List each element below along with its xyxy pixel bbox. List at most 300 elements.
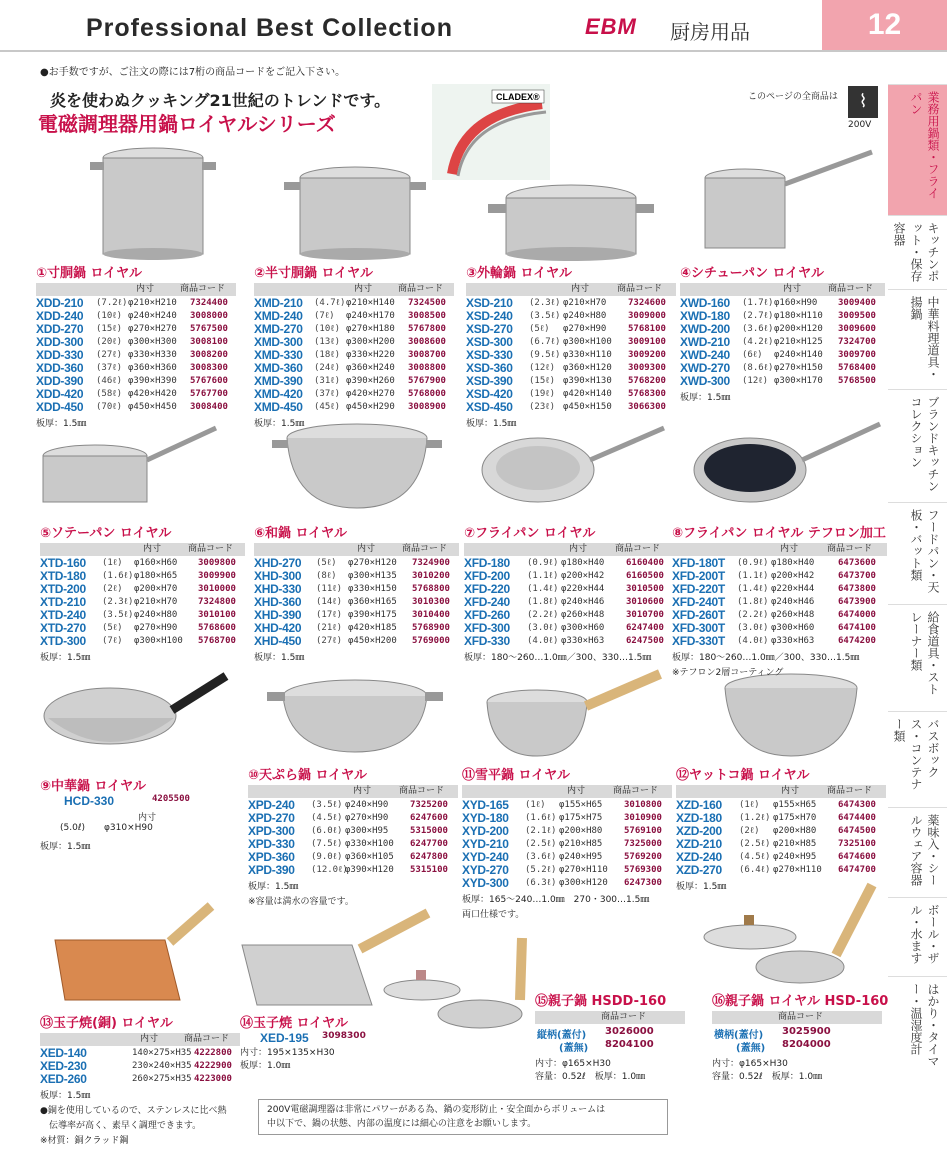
product-code: 3010100 xyxy=(198,610,236,620)
model-number: XTD-240 xyxy=(40,608,86,622)
table-row xyxy=(466,401,676,414)
section-title: ②半寸胴鍋 ロイヤル xyxy=(254,266,374,281)
header-dimension: 内寸 xyxy=(136,284,155,294)
product-section-11 xyxy=(462,764,672,920)
product-code: 3008800 xyxy=(408,363,446,373)
product-code: 3008100 xyxy=(190,337,228,347)
model-number: XFD-180 xyxy=(464,556,510,570)
model-number: XZD-160 xyxy=(676,798,722,812)
model-number: XFD-240T xyxy=(672,595,725,609)
product-code: 3066300 xyxy=(628,402,666,412)
product-code: 6247600 xyxy=(410,813,448,823)
table-row xyxy=(462,877,672,890)
section-note: 板厚：1.5㎜ xyxy=(40,1091,91,1101)
product-section-6 xyxy=(254,522,459,663)
header-dimension: 内寸 xyxy=(354,284,373,294)
model-number: XFD-180T xyxy=(672,556,725,570)
capacity: (12.0ℓ) xyxy=(311,865,348,875)
table-row xyxy=(464,635,674,648)
product-code: 3010000 xyxy=(198,584,236,594)
dimensions: φ330×H150 xyxy=(348,584,397,594)
wok-dim-label: 内寸 xyxy=(138,813,157,823)
model-number: XYD-270 xyxy=(462,863,509,877)
header-dimension: 内寸 xyxy=(780,544,799,554)
dimensions: 260×275×H35 xyxy=(132,1074,192,1084)
capacity: (1.1ℓ) xyxy=(737,571,769,581)
cladex-label: CLADEX® xyxy=(496,92,540,102)
section-title: ⑫ヤットコ鍋 ロイヤル xyxy=(676,768,810,783)
dimensions: φ180×H40 xyxy=(561,558,605,568)
product-section-8 xyxy=(672,522,887,678)
product-code: 5315100 xyxy=(410,865,448,875)
wok-model: HCD-330 xyxy=(64,794,115,808)
dimensions: φ270×H110 xyxy=(773,865,822,875)
model-number: XMD-240 xyxy=(254,309,303,323)
table-header xyxy=(248,785,458,798)
model-number: XSD-360 xyxy=(466,361,513,375)
model-number: XTD-180 xyxy=(40,569,86,583)
model-number: XFD-330 xyxy=(464,634,510,648)
product-code: 5769200 xyxy=(624,852,662,862)
product-code: 5768900 xyxy=(412,623,450,633)
wok-thickness: 板厚：1.5㎜ xyxy=(40,842,91,852)
dimensions: φ210×H70 xyxy=(563,298,607,308)
dimensions: φ240×H46 xyxy=(561,597,605,607)
model-number: XTD-300 xyxy=(40,634,86,648)
product-code: 4223000 xyxy=(194,1074,232,1084)
dimensions: φ300×H60 xyxy=(561,623,605,633)
product-code: 5768800 xyxy=(412,584,450,594)
cladex-diagram xyxy=(432,84,550,180)
product-code: 3008400 xyxy=(190,402,228,412)
model-number: XPD-390 xyxy=(248,863,295,877)
dimensions: φ390×H175 xyxy=(348,610,397,620)
model-number: XYD-210 xyxy=(462,837,509,851)
oyako-horizontal-image xyxy=(700,875,878,993)
oyako-horizontal-capacity: 容量：0.52ℓ 板厚：1.0㎜ xyxy=(712,1072,823,1082)
header-dimension: 内寸 xyxy=(571,284,590,294)
model-number: XFD-200 xyxy=(464,569,510,583)
product-code: 4222800 xyxy=(194,1048,232,1058)
wok-vol: (5.0ℓ) xyxy=(60,823,86,833)
product-code: 3010400 xyxy=(412,610,450,620)
dimensions: φ155×H65 xyxy=(773,800,817,810)
header-dimension: 内寸 xyxy=(357,544,376,554)
induction-icon: ⌇ xyxy=(848,86,878,118)
caution-note xyxy=(258,1099,668,1135)
capacity: (8ℓ) xyxy=(316,571,337,581)
tempura-pot-image xyxy=(265,672,445,757)
product-code: 6474500 xyxy=(838,826,876,836)
capacity: (7ℓ) xyxy=(314,311,335,321)
model-number: XYD-200 xyxy=(462,824,509,838)
dimensions: φ450×H290 xyxy=(346,402,395,412)
model-number: XSD-270 xyxy=(466,322,513,336)
product-code: 5767900 xyxy=(408,376,446,386)
product-code: 6474200 xyxy=(838,636,876,646)
oyako-vertical-capacity: 容量：0.52ℓ 板厚：1.0㎜ xyxy=(535,1072,646,1082)
side-tab-3[interactable]: 中華料理道具・揚鍋 xyxy=(888,289,947,389)
section-title: ⑧フライパン ロイヤル テフロン加工 xyxy=(672,526,886,541)
header-dimension: 内寸 xyxy=(781,786,800,796)
dimensions: φ240×H46 xyxy=(771,597,815,607)
product-code: 7324600 xyxy=(628,298,666,308)
dimensions: φ270×H180 xyxy=(346,324,395,334)
capacity: (7.2ℓ) xyxy=(96,298,128,308)
product-code: 7325100 xyxy=(838,839,876,849)
side-tab-9[interactable]: ボール・ザル・水ます xyxy=(888,897,947,976)
capacity: (1ℓ) xyxy=(525,800,546,810)
product-code: 5768100 xyxy=(628,324,666,334)
product-code: 3010700 xyxy=(626,610,664,620)
dimensions: φ300×H300 xyxy=(128,337,177,347)
product-code: 3010200 xyxy=(412,571,450,581)
side-tab-2[interactable]: キッチンポット・保存容器 xyxy=(888,215,947,289)
stewpan-image xyxy=(700,148,876,258)
capacity: (15ℓ) xyxy=(529,376,555,386)
model-number: XTD-200 xyxy=(40,582,86,596)
model-number: XSD-390 xyxy=(466,374,513,388)
product-section-1 xyxy=(36,262,236,429)
side-tab-5[interactable]: フードパン・天板・バット類 xyxy=(888,502,947,604)
capacity: (2.2ℓ) xyxy=(527,610,559,620)
model-number: XPD-240 xyxy=(248,798,295,812)
model-number: XHD-270 xyxy=(254,556,302,570)
product-code: 6473700 xyxy=(838,571,876,581)
oyako-vertical-title: ⑮親子鍋 HSDD-160 xyxy=(535,994,667,1009)
section-note: 板厚：165～240…1.0㎜ 270・300…1.5㎜ xyxy=(462,895,650,905)
product-code: 3008900 xyxy=(408,402,446,412)
side-tab-1[interactable]: 業務用鍋類・フライパン xyxy=(888,84,947,215)
model-number: XFD-300 xyxy=(464,621,510,635)
header-dimension: 内寸 xyxy=(569,544,588,554)
capacity: (5.2ℓ) xyxy=(525,865,557,875)
capacity: (4.5ℓ) xyxy=(311,813,343,823)
dimensions: φ200×H42 xyxy=(561,571,605,581)
dimensions: φ450×H200 xyxy=(348,636,397,646)
section-note: 板厚：1.5㎜ xyxy=(40,653,91,663)
dimensions: φ420×H140 xyxy=(563,389,612,399)
capacity: (2.5ℓ) xyxy=(525,839,557,849)
dimensions: φ360×H165 xyxy=(348,597,397,607)
table-header xyxy=(462,785,672,798)
capacity: (2ℓ) xyxy=(739,826,760,836)
capacity: (70ℓ) xyxy=(96,402,122,412)
product-code: 5768400 xyxy=(838,363,876,373)
model-number: XZD-180 xyxy=(676,811,722,825)
dimensions: φ240×H170 xyxy=(346,311,395,321)
section-title: ①寸胴鍋 ロイヤル xyxy=(36,266,143,281)
yukihira-pot-image xyxy=(482,668,668,763)
table-row xyxy=(254,401,454,414)
model-number: XMD-330 xyxy=(254,348,303,362)
capacity: (5ℓ) xyxy=(102,623,123,633)
model-number: XWD-270 xyxy=(680,361,730,375)
capacity: (3.0ℓ) xyxy=(527,623,559,633)
dimensions: φ210×H70 xyxy=(134,597,178,607)
model-number: XHD-450 xyxy=(254,634,302,648)
product-section-3 xyxy=(466,262,676,429)
header-dimension: 内寸 xyxy=(783,284,802,294)
product-code: 6160400 xyxy=(626,558,664,568)
section-title: ④シチューパン ロイヤル xyxy=(680,266,824,281)
dimensions: φ240×H90 xyxy=(345,800,389,810)
capacity: (23ℓ) xyxy=(529,402,555,412)
dimensions: φ180×H65 xyxy=(134,571,178,581)
oyako-horizontal-title: ⑯親子鍋 ロイヤル HSD-160 xyxy=(712,994,889,1009)
series-title: 電磁調理器用鍋ロイヤルシリーズ xyxy=(38,112,336,136)
model-number: XED-140 xyxy=(40,1046,87,1060)
side-tab-4[interactable]: ブランドキッチンコレクション xyxy=(888,389,947,502)
table-row xyxy=(40,635,245,648)
product-code: 5768200 xyxy=(628,376,666,386)
oyako-horizontal-info xyxy=(712,990,889,1082)
capacity: (31ℓ) xyxy=(314,376,340,386)
capacity: (2.1ℓ) xyxy=(525,826,557,836)
capacity: (6.4ℓ) xyxy=(739,865,771,875)
capacity: (6.7ℓ) xyxy=(529,337,561,347)
model-number: XHD-390 xyxy=(254,608,302,622)
dimensions: φ390×H260 xyxy=(346,376,395,386)
dimensions: 230×240×H35 xyxy=(132,1061,192,1071)
product-section-2 xyxy=(254,262,454,429)
dimensions: φ160×H90 xyxy=(774,298,818,308)
product-code: 7324400 xyxy=(190,298,228,308)
section-title: ⑬玉子焼(銅) ロイヤル xyxy=(40,1016,173,1031)
copper-egg-pan-image xyxy=(45,900,215,1010)
product-code: 3010600 xyxy=(626,597,664,607)
product-code: 6247300 xyxy=(624,878,662,888)
product-code: 5767600 xyxy=(190,376,228,386)
product-code: 6474000 xyxy=(838,610,876,620)
product-section-7 xyxy=(464,522,674,663)
dimensions: φ200×H120 xyxy=(774,324,823,334)
dimensions: 140×275×H35 xyxy=(132,1048,192,1058)
table-row xyxy=(40,1073,240,1086)
model-number: XWD-160 xyxy=(680,296,730,310)
capacity: (11ℓ) xyxy=(316,584,342,594)
dimensions: φ200×H80 xyxy=(559,826,603,836)
dimensions: φ300×H120 xyxy=(559,878,608,888)
all-products-note: このページの全商品は xyxy=(748,92,838,102)
dimensions: φ240×H80 xyxy=(134,610,178,620)
product-code: 6474300 xyxy=(838,800,876,810)
page-header xyxy=(0,0,947,52)
capacity: (3.5ℓ) xyxy=(102,610,134,620)
side-tabs xyxy=(888,84,947,1169)
capacity: (58ℓ) xyxy=(96,389,122,399)
product-code: 3010500 xyxy=(626,584,664,594)
capacity: (6ℓ) xyxy=(742,350,763,360)
wok-code: 4205500 xyxy=(152,794,190,804)
model-number: XHD-420 xyxy=(254,621,302,635)
capacity: (3.5ℓ) xyxy=(311,800,343,810)
dimensions: φ210×H85 xyxy=(773,839,817,849)
product-code: 5767700 xyxy=(190,389,228,399)
dimensions: φ200×H80 xyxy=(773,826,817,836)
section-note: ●銅を使用しているので、ステンレスに比べ熱 xyxy=(40,1106,227,1116)
model-number: XMD-420 xyxy=(254,387,303,401)
dimensions: φ240×H240 xyxy=(128,311,177,321)
dimensions: φ200×H70 xyxy=(134,584,178,594)
model-number: XDD-330 xyxy=(36,348,84,362)
product-code: 3010900 xyxy=(624,813,662,823)
oyako-vertical-code1: 3026000 xyxy=(605,1026,654,1037)
product-code: 3009200 xyxy=(628,350,666,360)
capacity: (7.5ℓ) xyxy=(311,839,343,849)
table-header xyxy=(36,283,236,296)
side-tab-10[interactable]: はかり・タイマー・温湿度計 xyxy=(888,976,947,1086)
capacity: (1.8ℓ) xyxy=(527,597,559,607)
product-code: 6160500 xyxy=(626,571,664,581)
capacity: (37ℓ) xyxy=(96,363,122,373)
model-number: XZD-200 xyxy=(676,824,722,838)
product-code: 6247400 xyxy=(626,623,664,633)
table-header xyxy=(680,283,885,296)
capacity: (19ℓ) xyxy=(529,389,555,399)
half-stockpot-image xyxy=(280,160,430,260)
dimensions: φ450×H150 xyxy=(563,402,612,412)
capacity: (3.6ℓ) xyxy=(742,324,774,334)
oyako-vertical-lid: 縦柄(蓋付) xyxy=(537,1030,587,1041)
model-number: XSD-240 xyxy=(466,309,513,323)
stockpot-image xyxy=(88,140,218,260)
oyako-vertical-code2: 8204100 xyxy=(605,1039,654,1050)
product-section-10 xyxy=(248,764,458,907)
product-section-12 xyxy=(676,764,886,892)
section-note: 板厚：1.5㎜ xyxy=(248,882,299,892)
side-tab-6[interactable]: 給食道具・ストレーナー類 xyxy=(888,604,947,711)
dimensions: φ330×H100 xyxy=(345,839,394,849)
dimensions: φ210×H140 xyxy=(346,298,395,308)
dimensions: φ300×H170 xyxy=(774,376,823,386)
page-number: 12 xyxy=(822,0,947,50)
product-code: 7325000 xyxy=(624,839,662,849)
header-code: 商品コード xyxy=(827,544,873,554)
header-code: 商品コード xyxy=(828,284,874,294)
wok-dim: φ310×H90 xyxy=(104,823,153,833)
model-number: XZD-270 xyxy=(676,863,722,877)
dimensions: φ330×H63 xyxy=(561,636,605,646)
model-number: XDD-420 xyxy=(36,387,84,401)
product-code: 3008600 xyxy=(408,337,446,347)
header-dimension: 内寸 xyxy=(140,1034,159,1044)
capacity: (8.6ℓ) xyxy=(742,363,774,373)
capacity: (9.5ℓ) xyxy=(529,350,561,360)
capacity: (12ℓ) xyxy=(742,376,768,386)
dimensions: φ330×H63 xyxy=(771,636,815,646)
capacity: (1.4ℓ) xyxy=(527,584,559,594)
section-note: 板厚：1.5㎜ xyxy=(254,653,305,663)
header-dimension: 内寸 xyxy=(143,544,162,554)
dimensions: φ300×H100 xyxy=(134,636,183,646)
ebm-logo: EBM xyxy=(585,14,637,39)
side-tab-8[interactable]: 薬味入・シールウェア容器 xyxy=(888,807,947,897)
capacity: (6.0ℓ) xyxy=(311,826,343,836)
capacity: (45ℓ) xyxy=(314,402,340,412)
capacity: (1.4ℓ) xyxy=(737,584,769,594)
product-code: 3009400 xyxy=(838,298,876,308)
product-code: 3009800 xyxy=(198,558,236,568)
product-code: 7324800 xyxy=(198,597,236,607)
product-code: 3010800 xyxy=(624,800,662,810)
model-number: XDD-300 xyxy=(36,335,84,349)
product-code: 3009100 xyxy=(628,337,666,347)
model-number: XWD-200 xyxy=(680,322,730,336)
model-number: XPD-300 xyxy=(248,824,295,838)
dimensions: φ300×H60 xyxy=(771,623,815,633)
product-code: 6474400 xyxy=(838,813,876,823)
oyako-vertical-dim: 内寸：φ165×H30 xyxy=(535,1059,611,1069)
model-number: XDD-360 xyxy=(36,361,84,375)
capacity: (37ℓ) xyxy=(314,389,340,399)
capacity: (0.9ℓ) xyxy=(527,558,559,568)
header-code: 商品コード xyxy=(188,544,234,554)
capacity: (0.9ℓ) xyxy=(737,558,769,568)
headline: 炎を使わぬクッキング21世紀のトレンドです。 xyxy=(50,91,391,110)
product-code: 5768000 xyxy=(408,389,446,399)
dimensions: φ330×H330 xyxy=(128,350,177,360)
product-code: 3009300 xyxy=(628,363,666,373)
section-title: ⑪雪平鍋 ロイヤル xyxy=(462,768,571,783)
model-number: XFD-220 xyxy=(464,582,510,596)
table-header xyxy=(254,283,454,296)
dimensions: φ210×H85 xyxy=(559,839,603,849)
capacity: (18ℓ) xyxy=(314,350,340,360)
oyako-horizontal-dim: 内寸：φ165×H30 xyxy=(712,1059,788,1069)
product-code: 5769100 xyxy=(624,826,662,836)
product-code: 6473900 xyxy=(838,597,876,607)
table-row xyxy=(254,635,459,648)
dimensions: φ360×H240 xyxy=(346,363,395,373)
wok-info xyxy=(40,775,240,852)
capacity: (24ℓ) xyxy=(314,363,340,373)
model-number: XYD-180 xyxy=(462,811,509,825)
model-number: XWD-300 xyxy=(680,374,730,388)
dimensions: φ240×H95 xyxy=(559,852,603,862)
section-note: ※テフロン2層コーティング xyxy=(672,668,784,678)
dimensions: φ390×H120 xyxy=(345,865,394,875)
capacity: (6.3ℓ) xyxy=(525,878,557,888)
product-code: 3008700 xyxy=(408,350,446,360)
dimensions: φ270×H90 xyxy=(563,324,607,334)
product-code: 5315000 xyxy=(410,826,448,836)
product-code: 5769000 xyxy=(412,636,450,646)
section-title: ③外輪鍋 ロイヤル xyxy=(466,266,573,281)
caution-line-1: 200V電磁調理器は非常にパワーがある為、鍋の変形防止・安全面からボリュームは xyxy=(267,1105,606,1115)
product-code: 5768500 xyxy=(838,376,876,386)
capacity: (13ℓ) xyxy=(314,337,340,347)
section-note: ※材質：銅クラッド鋼 xyxy=(40,1136,129,1146)
header-code: 商品コード xyxy=(613,786,659,796)
oyako-horizontal-header: 商品コード xyxy=(712,1011,882,1024)
capacity: (4.5ℓ) xyxy=(739,852,771,862)
dimensions: φ360×H360 xyxy=(128,363,177,373)
dimensions: φ330×H220 xyxy=(346,350,395,360)
dimensions: φ240×H95 xyxy=(773,852,817,862)
model-number: XTD-210 xyxy=(40,595,86,609)
dimensions: φ240×H140 xyxy=(774,350,823,360)
header-dimension: 内寸 xyxy=(353,786,372,796)
product-code: 5769300 xyxy=(624,865,662,875)
capacity: (1.8ℓ) xyxy=(737,597,769,607)
dimensions: φ160×H60 xyxy=(134,558,178,568)
dimensions: φ180×H40 xyxy=(771,558,815,568)
side-tab-7[interactable]: バスボックス・コンテナー類 xyxy=(888,711,947,807)
model-number: XWD-180 xyxy=(680,309,730,323)
model-number: XPD-360 xyxy=(248,850,295,864)
section-note: 伝導率が高く、素早く調理できます。 xyxy=(40,1121,202,1131)
